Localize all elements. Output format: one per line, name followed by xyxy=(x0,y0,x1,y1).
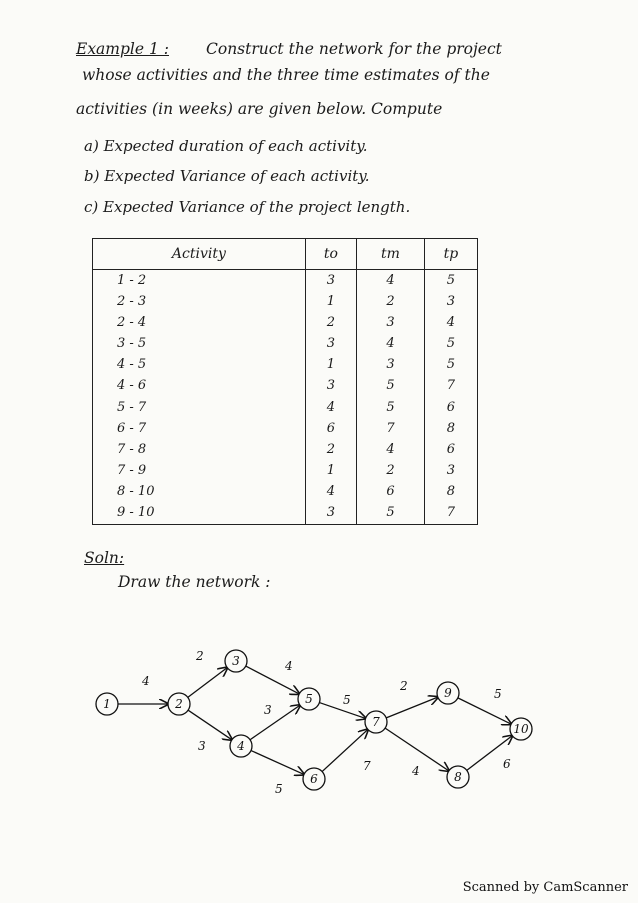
node-label-10: 10 xyxy=(513,722,529,736)
cell-activity: 7 - 9 xyxy=(93,460,306,481)
cell-activity: 8 - 10 xyxy=(93,482,306,503)
cell-tm: 2 xyxy=(357,460,425,481)
cell-tm: 3 xyxy=(357,355,425,376)
node-label-2: 2 xyxy=(175,697,183,711)
cell-tm: 5 xyxy=(357,503,425,525)
edge-4-5 xyxy=(250,705,300,739)
cell-tm: 4 xyxy=(357,334,425,355)
node-label-1: 1 xyxy=(103,697,111,711)
edge-label-2-3: 2 xyxy=(196,649,204,663)
node-1 xyxy=(96,693,118,715)
edge-2-3 xyxy=(188,668,227,698)
cell-activity: 2 - 3 xyxy=(93,291,306,312)
edge-label-9-10: 5 xyxy=(494,687,502,701)
edge-label-4-6: 5 xyxy=(275,782,283,796)
cell-activity: 9 - 10 xyxy=(93,503,306,525)
cell-tp: 7 xyxy=(424,503,477,525)
edge-label-6-7: 7 xyxy=(363,759,371,773)
cell-tp: 5 xyxy=(424,355,477,376)
cell-tp: 8 xyxy=(424,418,477,439)
cell-activity: 5 - 7 xyxy=(93,397,306,418)
node-7 xyxy=(365,711,387,733)
question-a: a) Expected duration of each activity. xyxy=(84,137,368,155)
problem-line-1: Construct the network for the project xyxy=(206,40,502,58)
edge-label-4-5: 3 xyxy=(264,703,272,717)
edge-4-6 xyxy=(251,751,304,775)
cell-to: 3 xyxy=(305,270,356,292)
edge-2-4 xyxy=(188,710,232,740)
cell-to: 2 xyxy=(305,312,356,333)
edge-9-10 xyxy=(458,698,511,724)
cell-tm: 5 xyxy=(357,397,425,418)
edge-label-8-10: 6 xyxy=(503,757,511,771)
question-c: c) Expected Variance of the project length. xyxy=(84,198,411,216)
scanner-footer: Scanned by CamScanner xyxy=(462,880,628,895)
cell-to: 2 xyxy=(305,439,356,460)
problem-line-3: activities (in weeks) are given below. Compute xyxy=(76,100,443,118)
node-2 xyxy=(168,693,190,715)
cell-tm: 4 xyxy=(357,439,425,460)
cell-tm: 7 xyxy=(357,418,425,439)
node-8 xyxy=(447,766,469,788)
cell-activity: 4 - 5 xyxy=(93,355,306,376)
node-label-4: 4 xyxy=(237,739,245,753)
question-b: b) Expected Variance of each activity. xyxy=(84,167,370,185)
cell-tp: 4 xyxy=(424,312,477,333)
header-activity: Activity xyxy=(93,239,306,270)
cell-tm: 5 xyxy=(357,376,425,397)
cell-tm: 4 xyxy=(357,270,425,292)
cell-tp: 6 xyxy=(424,439,477,460)
problem-line-2: whose activities and the three time estimates of the xyxy=(82,66,490,84)
node-5 xyxy=(298,688,320,710)
header-tp: tp xyxy=(424,239,477,270)
cell-tp: 3 xyxy=(424,291,477,312)
cell-activity: 4 - 6 xyxy=(93,376,306,397)
solution-heading: Soln: xyxy=(84,549,125,567)
header-tm: tm xyxy=(357,239,425,270)
example-title: Example 1 : xyxy=(76,40,169,58)
edge-label-5-7: 5 xyxy=(343,693,351,707)
node-4 xyxy=(230,735,252,757)
cell-to: 4 xyxy=(305,397,356,418)
cell-tp: 6 xyxy=(424,397,477,418)
node-9 xyxy=(437,682,459,704)
edge-label-1-2: 4 xyxy=(142,674,150,688)
cell-to: 3 xyxy=(305,334,356,355)
cell-tm: 6 xyxy=(357,482,425,503)
cell-tm: 3 xyxy=(357,312,425,333)
edge-label-3-5: 4 xyxy=(285,659,293,673)
node-label-6: 6 xyxy=(310,772,318,786)
edge-label-7-9: 2 xyxy=(400,679,408,693)
edge-7-9 xyxy=(386,697,438,718)
node-10 xyxy=(510,718,532,740)
cell-to: 1 xyxy=(305,355,356,376)
cell-activity: 6 - 7 xyxy=(93,418,306,439)
cell-tp: 8 xyxy=(424,482,477,503)
cell-tp: 5 xyxy=(424,270,477,292)
cell-tp: 3 xyxy=(424,460,477,481)
cell-activity: 7 - 8 xyxy=(93,439,306,460)
cell-to: 6 xyxy=(305,418,356,439)
header-to: to xyxy=(305,239,356,270)
node-label-9: 9 xyxy=(444,686,452,700)
cell-tp: 5 xyxy=(424,334,477,355)
cell-activity: 3 - 5 xyxy=(93,334,306,355)
cell-activity: 1 - 2 xyxy=(93,270,306,292)
node-label-5: 5 xyxy=(305,692,313,706)
edge-label-2-4: 3 xyxy=(198,739,206,753)
solution-instruction: Draw the network : xyxy=(118,573,271,591)
cell-activity: 2 - 4 xyxy=(93,312,306,333)
cell-to: 3 xyxy=(305,503,356,525)
cell-to: 1 xyxy=(305,291,356,312)
node-6 xyxy=(303,768,325,790)
cell-tp: 7 xyxy=(424,376,477,397)
edge-label-7-8: 4 xyxy=(412,764,420,778)
cell-tm: 2 xyxy=(357,291,425,312)
node-label-8: 8 xyxy=(454,770,462,784)
node-label-7: 7 xyxy=(372,715,380,729)
edge-6-7 xyxy=(322,729,368,771)
node-3 xyxy=(225,650,247,672)
cell-to: 4 xyxy=(305,482,356,503)
cell-to: 3 xyxy=(305,376,356,397)
cell-to: 1 xyxy=(305,460,356,481)
node-label-3: 3 xyxy=(232,654,240,668)
